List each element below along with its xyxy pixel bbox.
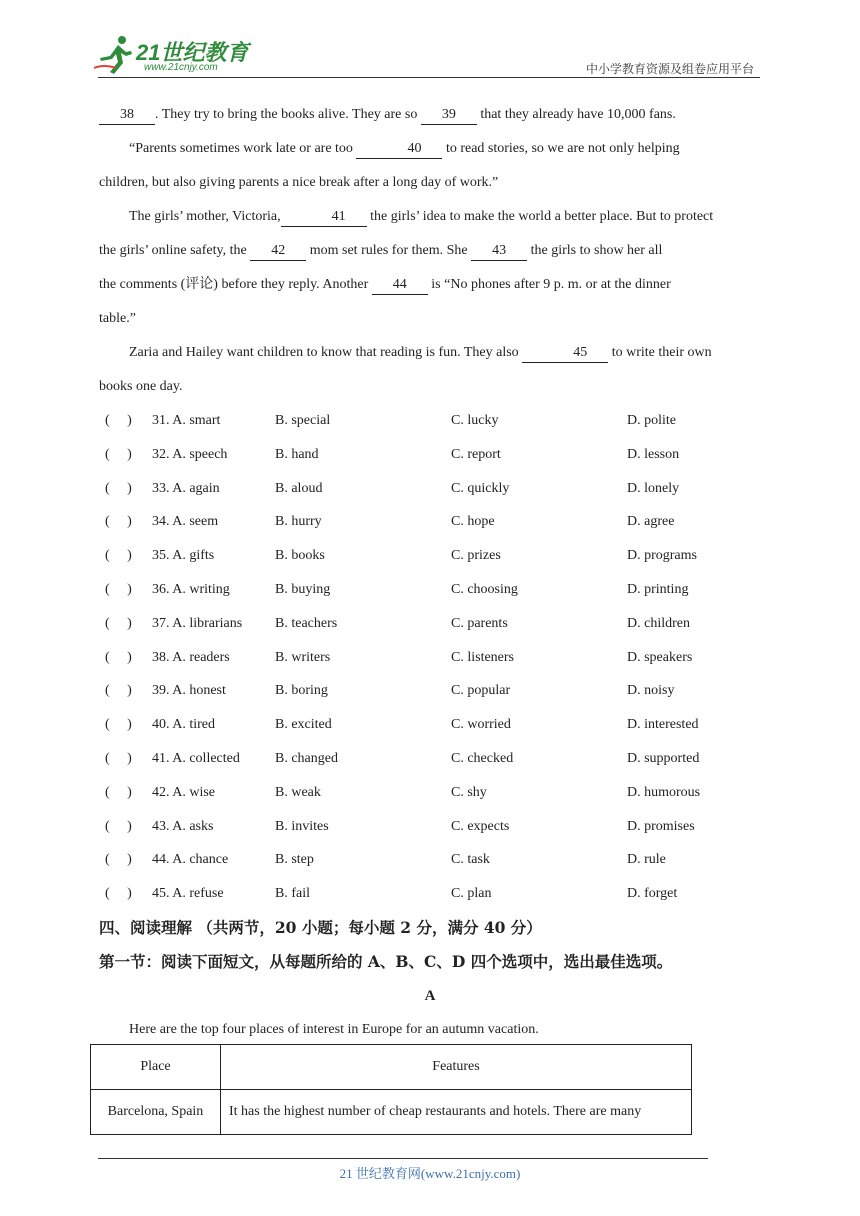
section-title: 四、阅读理解 （共两节，20 小题；每小题 2 分，满分 40 分） <box>99 917 542 937</box>
runner-logo-icon <box>92 34 136 78</box>
passage-line: children, but also giving parents a nice break after a long day of work.” <box>99 175 499 190</box>
question-row <box>99 776 761 810</box>
option-d: D. agree <box>627 514 675 530</box>
answer-bracket: ( ) <box>105 852 132 868</box>
question-row <box>99 641 761 675</box>
option-a: 38. A. readers <box>152 649 230 665</box>
passage-line: The girls’ mother, Victoria, 41 the girls’ idea to make the world a better place. But to protect <box>99 200 761 234</box>
page-header <box>0 0 860 80</box>
platform-name: 中小学教育资源及组卷应用平台 <box>585 62 754 76</box>
option-a: 37. A. librarians <box>152 615 243 631</box>
answer-bracket: ( ) <box>105 446 132 462</box>
answer-bracket: ( ) <box>105 886 132 902</box>
option-b: B. boring <box>275 683 328 699</box>
option-b: B. books <box>275 548 325 564</box>
answer-bracket: ( ) <box>105 480 132 496</box>
option-a: 45. A. refuse <box>152 886 224 902</box>
option-a: 43. A. asks <box>152 818 214 834</box>
option-a: 33. A. again <box>152 480 220 496</box>
blank-38: 38 <box>99 106 155 125</box>
option-b: B. writers <box>275 649 331 665</box>
option-b: B. weak <box>275 784 321 800</box>
question-row <box>99 472 761 506</box>
option-d: D. children <box>627 615 690 631</box>
blank-40: 40 <box>356 140 442 159</box>
option-d: D. printing <box>627 581 689 597</box>
table-header-cell: Features <box>221 1045 692 1090</box>
option-a: 31. A. smart <box>152 413 221 428</box>
option-c: C. listeners <box>451 649 514 665</box>
option-c: C. popular <box>451 683 511 699</box>
option-c: C. choosing <box>451 581 518 597</box>
option-c: C. checked <box>451 750 514 766</box>
table-cell: It has the highest number of cheap restaurants and hotels. There are many <box>221 1090 692 1135</box>
options-list <box>99 404 761 911</box>
option-b: B. teachers <box>275 615 338 631</box>
passage-line: the comments (评论) before they reply. Another 44 is “No phones after 9 p. m. or at the dinner <box>99 268 761 302</box>
blank-42: 42 <box>250 242 306 261</box>
question-row <box>99 505 761 539</box>
blank-43: 43 <box>471 242 527 261</box>
answer-bracket: ( ) <box>105 615 132 631</box>
answer-bracket: ( ) <box>105 581 132 597</box>
option-d: D. programs <box>627 548 697 564</box>
option-d: D. forget <box>627 886 678 902</box>
answer-bracket: ( ) <box>105 548 132 564</box>
option-a: 39. A. honest <box>152 683 226 699</box>
option-d: D. interested <box>627 717 699 733</box>
footer-text: 21 世纪教育网(www.21cnjy.com) <box>339 1166 521 1181</box>
option-d: D. lonely <box>627 480 680 496</box>
option-c: C. hope <box>451 514 495 530</box>
option-c: C. plan <box>451 886 492 902</box>
header-divider <box>98 77 760 78</box>
option-b: B. special <box>275 413 331 428</box>
question-row <box>99 843 761 877</box>
passage-line: table.” <box>99 311 136 326</box>
option-c: C. lucky <box>451 413 499 428</box>
option-b: B. step <box>275 852 314 868</box>
passage-line: 38 . They try to bring the books alive. They are so 39 that they already have 10,000 fans. <box>99 98 761 132</box>
answer-bracket: ( ) <box>105 683 132 699</box>
answer-bracket: ( ) <box>105 750 132 766</box>
option-a: 44. A. chance <box>152 852 229 868</box>
option-d: D. rule <box>627 852 666 868</box>
logo-url: www.21cnjy.com <box>144 62 218 73</box>
passage-letter: A <box>424 987 436 1004</box>
question-row <box>99 877 761 911</box>
answer-bracket: ( ) <box>105 514 132 530</box>
option-c: C. quickly <box>451 480 510 496</box>
table-header-cell: Place <box>91 1045 221 1090</box>
option-c: C. task <box>451 852 490 868</box>
option-b: B. changed <box>275 750 338 766</box>
table-header-row <box>91 1045 692 1090</box>
option-d: D. supported <box>627 750 700 766</box>
option-b: B. hurry <box>275 514 322 530</box>
question-row <box>99 607 761 641</box>
option-c: C. worried <box>451 717 511 733</box>
blank-41: 41 <box>281 208 367 227</box>
question-row <box>99 742 761 776</box>
footer-divider <box>98 1158 708 1159</box>
option-c: C. parents <box>451 615 508 631</box>
option-b: B. aloud <box>275 480 323 496</box>
table-row <box>91 1090 692 1135</box>
passage-line: “Parents sometimes work late or are too 40 to read stories, so we are not only helping <box>99 132 761 166</box>
option-c: C. prizes <box>451 548 501 564</box>
option-d: D. noisy <box>627 683 675 699</box>
passage-line: the girls’ online safety, the 42 mom set rules for them. She 43 the girls to show her all <box>99 234 761 268</box>
question-row <box>99 708 761 742</box>
passage-line: books one day. <box>99 379 183 394</box>
blank-45: 45 <box>522 344 608 363</box>
option-b: B. excited <box>275 717 332 733</box>
option-a: 36. A. writing <box>152 581 230 597</box>
blank-44: 44 <box>372 276 428 295</box>
option-d: D. humorous <box>627 784 701 800</box>
option-b: B. buying <box>275 581 331 597</box>
option-d: D. promises <box>627 818 695 834</box>
question-row <box>99 674 761 708</box>
answer-bracket: ( ) <box>105 818 132 834</box>
option-b: B. invites <box>275 818 329 834</box>
option-a: 40. A. tired <box>152 717 215 733</box>
option-c: C. report <box>451 446 501 462</box>
part-instruction: 第一节：阅读下面短文，从每题所给的 A、B、C、D 四个选项中，选出最佳选项。 <box>99 951 673 971</box>
option-b: B. fail <box>275 886 310 902</box>
answer-bracket: ( ) <box>105 413 132 428</box>
main-content <box>99 98 761 1047</box>
table-cell: Barcelona, Spain <box>91 1090 221 1135</box>
passage-intro: Here are the top four places of interest in Europe for an autumn vacation. <box>129 1021 539 1037</box>
option-c: C. shy <box>451 784 487 800</box>
passage-line: Zaria and Hailey want children to know that reading is fun. They also 45 to write their own <box>99 336 761 370</box>
question-row <box>99 573 761 607</box>
option-a: 35. A. gifts <box>152 548 215 564</box>
answer-bracket: ( ) <box>105 784 132 800</box>
option-d: D. speakers <box>627 649 693 665</box>
answer-bracket: ( ) <box>105 649 132 665</box>
option-a: 34. A. seem <box>152 514 219 530</box>
question-row <box>99 810 761 844</box>
blank-39: 39 <box>421 106 477 125</box>
question-row <box>99 404 761 438</box>
logo-text: 21世纪教育 <box>136 40 249 65</box>
question-row <box>99 539 761 573</box>
option-d: D. lesson <box>627 446 680 462</box>
places-table <box>90 1044 692 1135</box>
logo <box>92 34 262 78</box>
option-a: 42. A. wise <box>152 784 215 800</box>
option-c: C. expects <box>451 818 510 834</box>
question-row <box>99 438 761 472</box>
option-b: B. hand <box>275 446 319 462</box>
option-a: 41. A. collected <box>152 750 240 766</box>
answer-bracket: ( ) <box>105 717 132 733</box>
option-d: D. polite <box>627 413 676 428</box>
option-a: 32. A. speech <box>152 446 228 462</box>
